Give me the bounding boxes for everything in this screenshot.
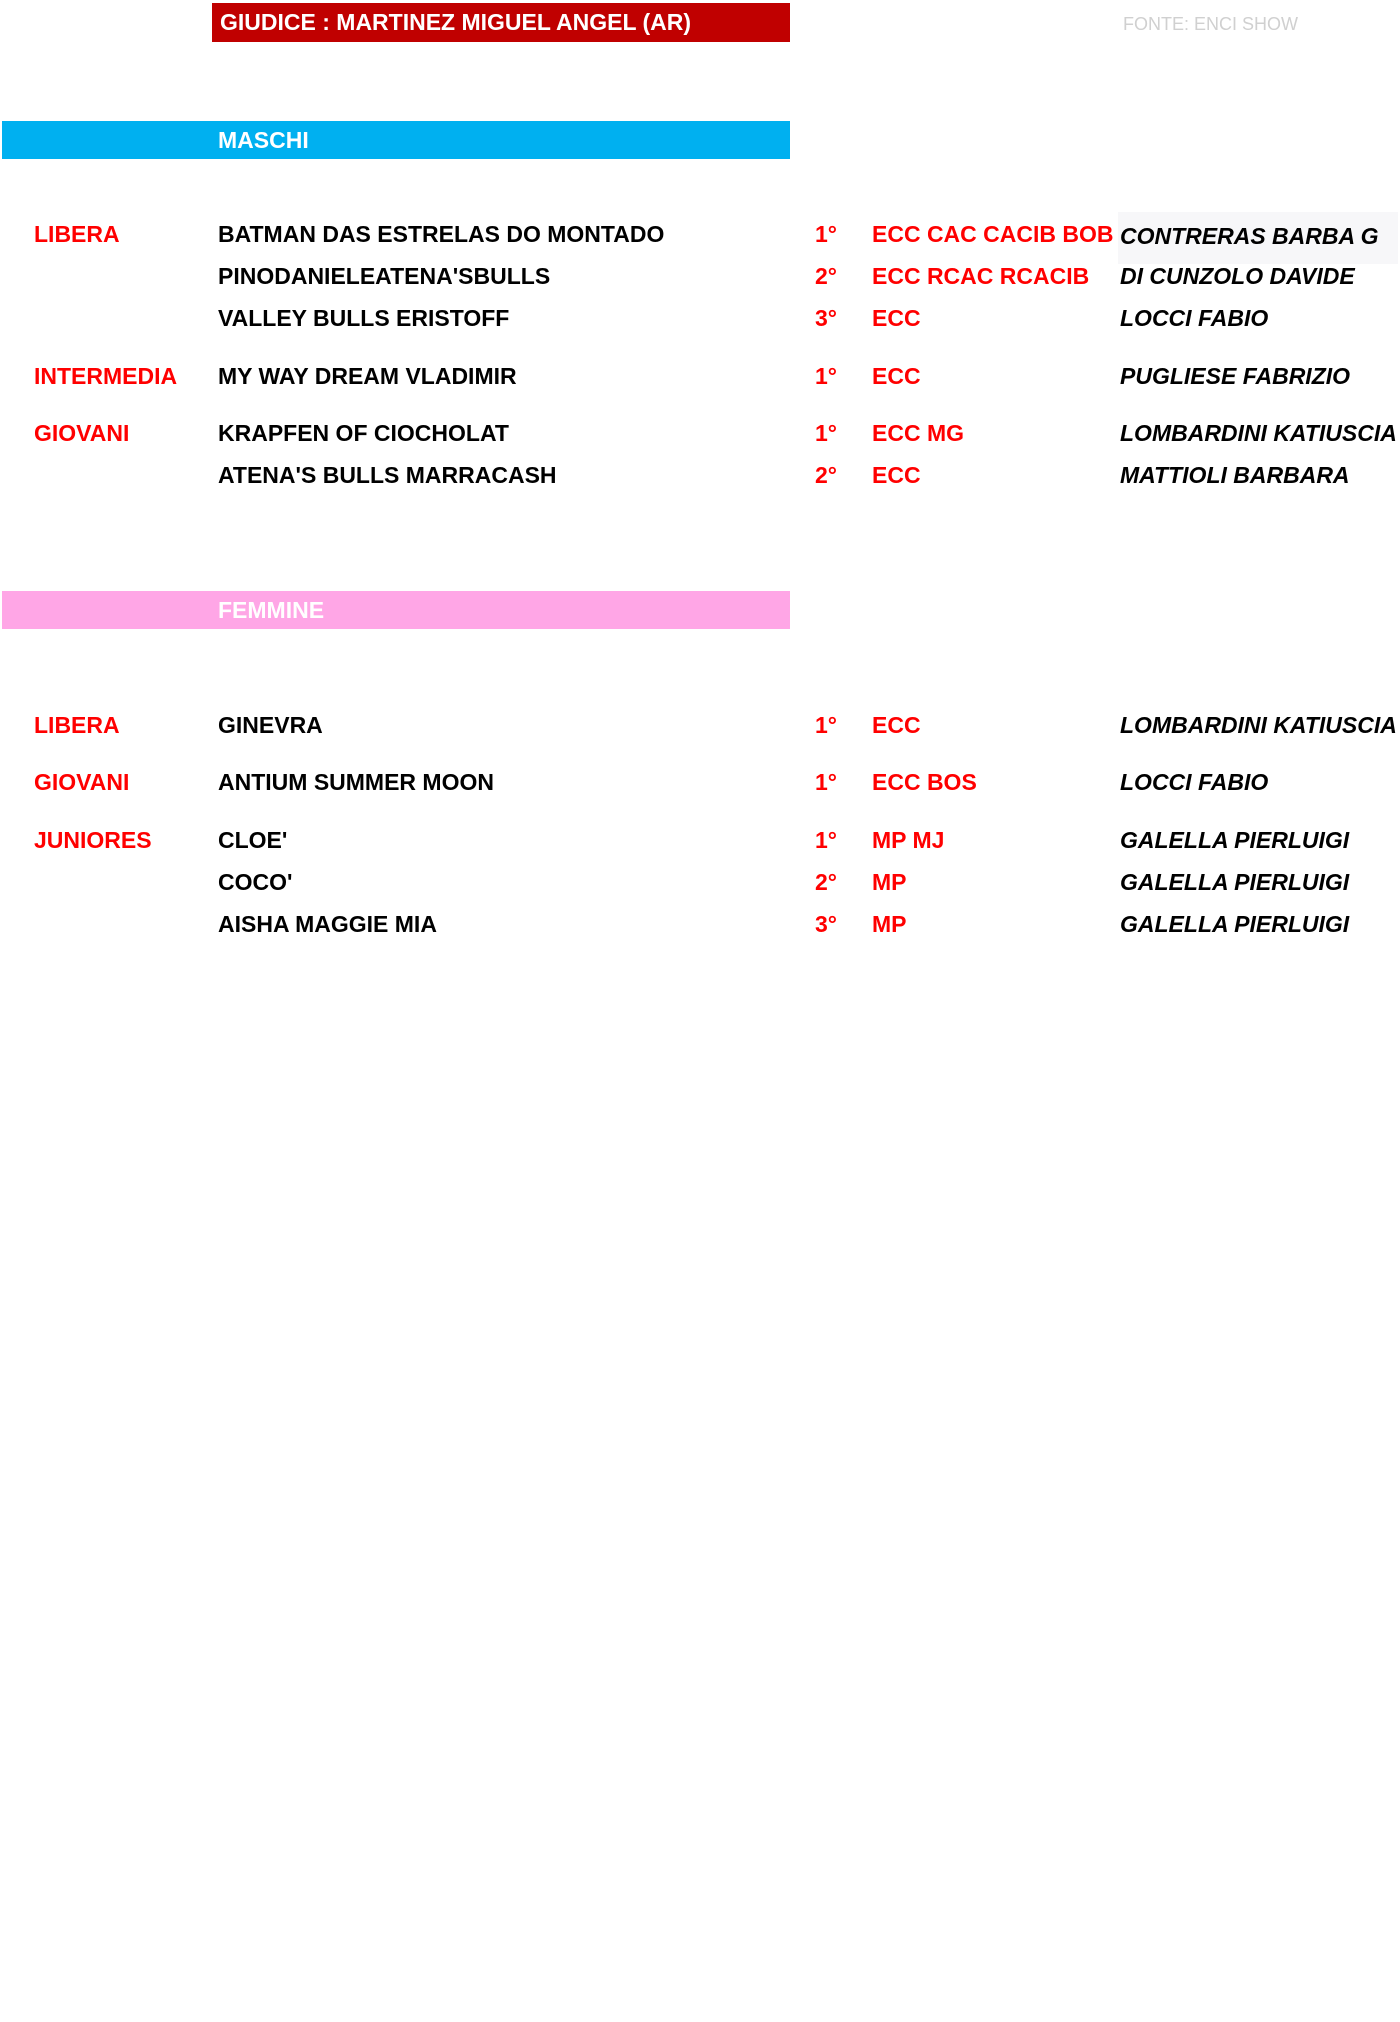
placement: 2°: [815, 869, 837, 895]
owner-name: GALELLA PIERLUIGI: [1120, 827, 1350, 853]
owner-name: GALELLA PIERLUIGI: [1120, 911, 1350, 937]
awards: ECC RCAC RCACIB: [872, 263, 1090, 289]
section-title: FEMMINE: [218, 596, 325, 623]
awards: ECC: [872, 712, 921, 738]
placement: 1°: [815, 769, 837, 795]
table-row: [0, 457, 1400, 493]
awards: ECC BOS: [872, 769, 977, 795]
placement: 2°: [815, 462, 837, 488]
awards: MP: [872, 869, 907, 895]
source-note: FONTE: ENCI SHOW: [1123, 14, 1298, 34]
awards: ECC MG: [872, 420, 964, 446]
owner-name: GALELLA PIERLUIGI: [1120, 869, 1350, 895]
awards: MP: [872, 911, 907, 937]
dog-name: KRAPFEN OF CIOCHOLAT: [218, 420, 509, 446]
owner-name: LOMBARDINI KATIUSCIA: [1120, 420, 1397, 446]
awards: ECC: [872, 305, 921, 331]
table-row: [0, 216, 1400, 252]
table-row: [0, 822, 1400, 858]
section-title: MASCHI: [218, 126, 309, 153]
table-row: [0, 358, 1400, 394]
table-row: [0, 764, 1400, 800]
awards: ECC: [872, 462, 921, 488]
judge-banner: [212, 3, 790, 42]
dog-name: VALLEY BULLS ERISTOFF: [218, 305, 510, 331]
placement: 1°: [815, 827, 837, 853]
table-row: [0, 415, 1400, 451]
table-row: [0, 864, 1400, 900]
owner-name: LOCCI FABIO: [1120, 769, 1269, 795]
dog-name: PINODANIELEATENA'SBULLS: [218, 263, 551, 289]
awards: ECC: [872, 363, 921, 389]
section-header-femmine: [2, 591, 790, 629]
placement: 1°: [815, 420, 837, 446]
owner-name: PUGLIESE FABRIZIO: [1120, 363, 1351, 389]
placement: 2°: [815, 263, 837, 289]
judge-name: GIUDICE : MARTINEZ MIGUEL ANGEL (AR): [220, 9, 692, 35]
placement: 1°: [815, 712, 837, 738]
table-row: [0, 300, 1400, 336]
awards: MP MJ: [872, 827, 945, 853]
owner-name: LOMBARDINI KATIUSCIA: [1120, 712, 1397, 738]
dog-name: ATENA'S BULLS MARRACASH: [218, 462, 557, 488]
owner-name: LOCCI FABIO: [1120, 305, 1269, 331]
dog-name: AISHA MAGGIE MIA: [218, 911, 437, 937]
class-label: GIOVANI: [34, 769, 130, 795]
owner-name: MATTIOLI BARBARA: [1120, 462, 1350, 488]
dog-name: CLOE': [218, 827, 288, 853]
owner-name: CONTRERAS BARBA G: [1120, 223, 1379, 249]
placement: 1°: [815, 221, 837, 247]
class-label: GIOVANI: [34, 420, 130, 446]
class-label: LIBERA: [34, 221, 120, 247]
table-row: [0, 258, 1400, 294]
dog-name: MY WAY DREAM VLADIMIR: [218, 363, 517, 389]
dog-name: GINEVRA: [218, 712, 323, 738]
placement: 1°: [815, 363, 837, 389]
dog-name: COCO': [218, 869, 293, 895]
dog-name: BATMAN DAS ESTRELAS DO MONTADO: [218, 221, 665, 247]
placement: 3°: [815, 305, 837, 331]
dog-name: ANTIUM SUMMER MOON: [218, 769, 494, 795]
awards: ECC CAC CACIB BOB: [872, 221, 1114, 247]
table-row: [0, 707, 1400, 743]
table-row: [0, 906, 1400, 942]
class-label: JUNIORES: [34, 827, 152, 853]
section-header-maschi: [2, 121, 790, 159]
owner-name: DI CUNZOLO DAVIDE: [1120, 263, 1355, 289]
class-label: INTERMEDIA: [34, 363, 178, 389]
placement: 3°: [815, 911, 837, 937]
class-label: LIBERA: [34, 712, 120, 738]
